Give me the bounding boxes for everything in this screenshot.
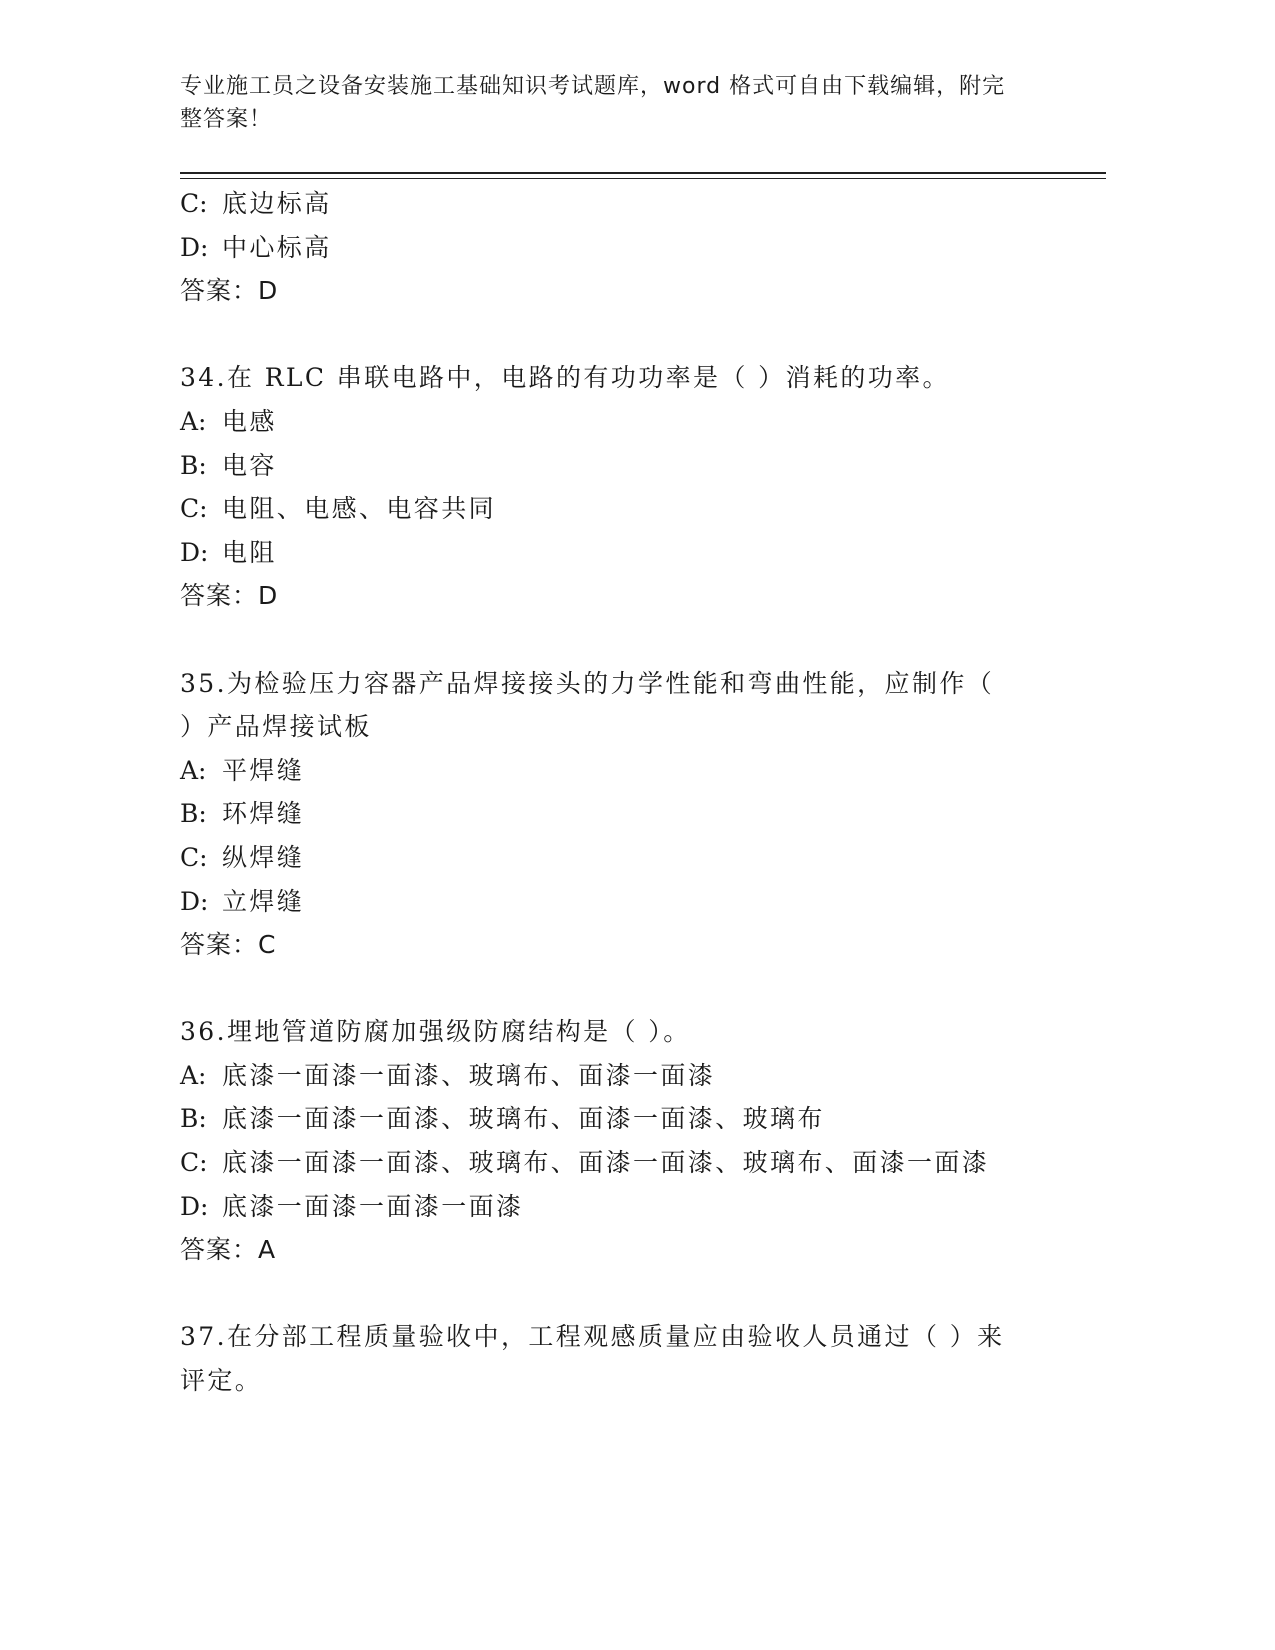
- question-stem-line-2: ）产品焊接试板: [180, 712, 372, 742]
- question-stem-line-1: 35.为检验压力容器产品焊接接头的力学性能和弯曲性能，应制作（: [180, 668, 995, 698]
- answer-line: 答案：C: [180, 930, 277, 960]
- option-b: B: 电容: [180, 450, 277, 480]
- option-b: B: 底漆一面漆一面漆、玻璃布、面漆一面漆、玻璃布: [180, 1104, 825, 1134]
- question-35: [180, 662, 1080, 967]
- answer-line: 答案：D: [180, 581, 279, 611]
- option-d: D: 立焊缝: [180, 886, 305, 916]
- option-d: D: 中心标高: [180, 232, 332, 262]
- spacer: [180, 313, 1080, 357]
- option-a: A: 底漆一面漆一面漆、玻璃布、面漆一面漆: [180, 1060, 716, 1090]
- header-title-line-2: 整答案！: [180, 107, 273, 132]
- header-divider-thick: [180, 172, 1106, 174]
- question-stem: 36.埋地管道防腐加强级防腐结构是（ ）。: [180, 1017, 691, 1047]
- option-c: C: 底漆一面漆一面漆、玻璃布、面漆一面漆、玻璃布、面漆一面漆: [180, 1148, 990, 1178]
- header-divider-thin: [180, 178, 1106, 179]
- option-c: C: 电阻、电感、电容共同: [180, 494, 497, 524]
- question-stem-line-2: 评定。: [180, 1366, 263, 1396]
- question-stem: 34.在 RLC 串联电路中，电路的有功功率是（ ）消耗的功率。: [180, 363, 950, 393]
- option-a: A: 电感: [180, 406, 277, 436]
- question-34: [180, 356, 1080, 618]
- question-list: [180, 182, 1080, 1403]
- question-36: [180, 1010, 1080, 1272]
- answer-line: 答案：A: [180, 1235, 277, 1265]
- option-b: B: 环焊缝: [180, 799, 305, 829]
- answer-line: 答案：D: [180, 276, 279, 306]
- question-stem-line-1: 37.在分部工程质量验收中，工程观感质量应由验收人员通过（ ）来: [180, 1322, 1005, 1352]
- spacer: [180, 967, 1080, 1011]
- spacer: [180, 618, 1080, 662]
- spacer: [180, 1272, 1080, 1316]
- question-33-continuation: [180, 182, 1080, 313]
- option-c: C: 纵焊缝: [180, 842, 305, 872]
- option-a: A: 平焊缝: [180, 755, 305, 785]
- option-d: D: 电阻: [180, 537, 277, 567]
- option-d: D: 底漆一面漆一面漆一面漆: [180, 1191, 524, 1221]
- question-37: [180, 1315, 1080, 1402]
- option-c: C: 底边标高: [180, 189, 332, 218]
- header-title-line-1: 专业施工员之设备安装施工基础知识考试题库，word 格式可自由下载编辑，附完: [180, 74, 1006, 99]
- page-header: [180, 70, 1030, 136]
